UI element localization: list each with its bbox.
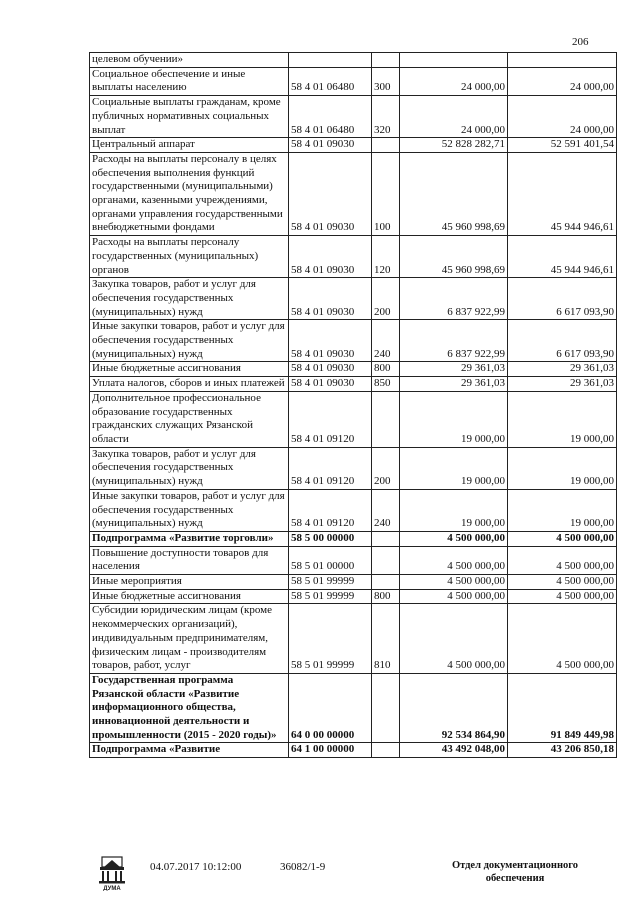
duma-emblem-icon [96, 855, 128, 891]
logo-text: ДУМА [103, 886, 121, 891]
row-sum-2019: 4 500 000,00 [508, 575, 617, 590]
row-sum-2018: 92 534 864,90 [400, 673, 508, 743]
row-sum-2019 [508, 53, 617, 68]
table-row [90, 743, 617, 758]
row-name: Социальные выплаты гражданам, кроме публичных нормативных социальных выплат [90, 96, 289, 138]
row-code: 58 4 01 09030 [289, 152, 372, 235]
row-name: Иные закупки товаров, работ и услуг для обеспечения государственных (муниципальных) нужд [90, 489, 289, 531]
row-name: целевом обучении» [90, 53, 289, 68]
row-sum-2019: 6 617 093,90 [508, 278, 617, 320]
row-sum-2019: 91 849 449,98 [508, 673, 617, 743]
row-expense-type [372, 743, 400, 758]
page-number: 206 [572, 36, 589, 48]
row-sum-2018: 4 500 000,00 [400, 604, 508, 674]
row-sum-2019: 29 361,03 [508, 362, 617, 377]
row-sum-2019: 45 944 946,61 [508, 152, 617, 235]
row-code: 58 5 01 99999 [289, 589, 372, 604]
row-sum-2018: 29 361,03 [400, 362, 508, 377]
row-expense-type: 800 [372, 589, 400, 604]
table-row [90, 362, 617, 377]
row-code: 58 4 01 09030 [289, 236, 372, 278]
row-sum-2019: 43 206 850,18 [508, 743, 617, 758]
row-sum-2018: 19 000,00 [400, 489, 508, 531]
table-row [90, 320, 617, 362]
row-sum-2019: 19 000,00 [508, 489, 617, 531]
row-name: Иные мероприятия [90, 575, 289, 590]
row-code: 58 4 01 09030 [289, 377, 372, 392]
row-sum-2018: 6 837 922,99 [400, 320, 508, 362]
table-row [90, 391, 617, 447]
row-expense-type [372, 138, 400, 153]
row-name: Подпрограмма «Развитие торговли» [90, 531, 289, 546]
row-sum-2018: 45 960 998,69 [400, 236, 508, 278]
table-row [90, 138, 617, 153]
row-code: 58 4 01 09120 [289, 447, 372, 489]
row-name: Расходы на выплаты персоналу государственных (муниципальных) органов [90, 236, 289, 278]
row-sum-2019: 4 500 000,00 [508, 546, 617, 574]
row-sum-2018: 29 361,03 [400, 377, 508, 392]
row-expense-type [372, 673, 400, 743]
row-name: Закупка товаров, работ и услуг для обеспечения государственных (муниципальных) нужд [90, 278, 289, 320]
row-code: 58 5 01 99999 [289, 604, 372, 674]
row-sum-2018: 4 500 000,00 [400, 546, 508, 574]
row-name: Субсидии юридическим лицам (кроме некоммерческих организаций), индивидуальным предпринимателям, физическим лицам - производителям товаров, работ, услуг [90, 604, 289, 674]
row-code: 58 4 01 09030 [289, 362, 372, 377]
row-sum-2019: 4 500 000,00 [508, 589, 617, 604]
row-name: Дополнительное профессиональное образование государственных гражданских служащих Рязанской области [90, 391, 289, 447]
row-sum-2018: 19 000,00 [400, 391, 508, 447]
table-row [90, 447, 617, 489]
row-code: 58 4 01 09120 [289, 489, 372, 531]
table-row [90, 152, 617, 235]
table-row [90, 236, 617, 278]
table-row [90, 278, 617, 320]
footer-date: 04.07.2017 10:12:00 [150, 861, 242, 873]
row-code: 58 4 01 06480 [289, 96, 372, 138]
row-expense-type: 120 [372, 236, 400, 278]
row-expense-type [372, 53, 400, 68]
row-code: 58 4 01 09120 [289, 391, 372, 447]
row-expense-type: 810 [372, 604, 400, 674]
row-name: Иные бюджетные ассигнования [90, 362, 289, 377]
row-name: Социальное обеспечение и иные выплаты населению [90, 67, 289, 95]
row-name: Расходы на выплаты персоналу в целях обеспечения выполнения функций государственными (муниципальными) органами, казенными учреждениями, органами управления государственными внебюджетными фондами [90, 152, 289, 235]
row-sum-2019: 19 000,00 [508, 391, 617, 447]
row-name: Подпрограмма «Развитие [90, 743, 289, 758]
row-expense-type [372, 391, 400, 447]
row-code [289, 53, 372, 68]
row-name: Иные бюджетные ассигнования [90, 589, 289, 604]
row-expense-type [372, 531, 400, 546]
table-row [90, 575, 617, 590]
row-expense-type [372, 575, 400, 590]
footer-doc-number: 36082/1-9 [280, 861, 326, 873]
budget-table [89, 52, 617, 758]
row-expense-type: 300 [372, 67, 400, 95]
row-expense-type: 240 [372, 489, 400, 531]
row-name: Повышение доступности товаров для населения [90, 546, 289, 574]
row-sum-2019: 4 500 000,00 [508, 531, 617, 546]
row-name: Уплата налогов, сборов и иных платежей [90, 377, 289, 392]
row-name: Закупка товаров, работ и услуг для обеспечения государственных (муниципальных) нужд [90, 447, 289, 489]
table-row [90, 377, 617, 392]
row-sum-2019: 6 617 093,90 [508, 320, 617, 362]
table-row [90, 589, 617, 604]
row-sum-2018: 19 000,00 [400, 447, 508, 489]
row-code: 58 5 01 99999 [289, 575, 372, 590]
row-sum-2018: 24 000,00 [400, 96, 508, 138]
table-row [90, 531, 617, 546]
row-sum-2018: 4 500 000,00 [400, 575, 508, 590]
row-sum-2019: 4 500 000,00 [508, 604, 617, 674]
row-code: 58 4 01 09030 [289, 320, 372, 362]
row-code: 64 1 00 00000 [289, 743, 372, 758]
row-sum-2018: 4 500 000,00 [400, 531, 508, 546]
row-sum-2019: 24 000,00 [508, 96, 617, 138]
row-expense-type: 200 [372, 278, 400, 320]
row-expense-type: 200 [372, 447, 400, 489]
table-row [90, 489, 617, 531]
row-code: 58 4 01 09030 [289, 138, 372, 153]
row-name: Государственная программа Рязанской области «Развитие информационного общества, инновационной деятельности и промышленности (2015 - 2020 годы)» [90, 673, 289, 743]
table-row [90, 673, 617, 743]
row-sum-2018: 6 837 922,99 [400, 278, 508, 320]
row-sum-2018: 24 000,00 [400, 67, 508, 95]
row-sum-2018: 43 492 048,00 [400, 743, 508, 758]
table-row [90, 67, 617, 95]
footer [0, 855, 640, 905]
table-row [90, 604, 617, 674]
row-expense-type: 320 [372, 96, 400, 138]
row-sum-2019: 19 000,00 [508, 447, 617, 489]
row-code: 58 4 01 09030 [289, 278, 372, 320]
row-sum-2019: 29 361,03 [508, 377, 617, 392]
row-sum-2018: 45 960 998,69 [400, 152, 508, 235]
row-name: Центральный аппарат [90, 138, 289, 153]
row-code: 64 0 00 00000 [289, 673, 372, 743]
row-code: 58 4 01 06480 [289, 67, 372, 95]
row-expense-type: 850 [372, 377, 400, 392]
row-sum-2019: 45 944 946,61 [508, 236, 617, 278]
footer-department: Отдел документационного обеспечения [451, 860, 579, 884]
row-code: 58 5 01 00000 [289, 546, 372, 574]
table-row [90, 546, 617, 574]
row-sum-2019: 24 000,00 [508, 67, 617, 95]
row-sum-2018: 52 828 282,71 [400, 138, 508, 153]
table-row [90, 53, 617, 68]
row-sum-2018: 4 500 000,00 [400, 589, 508, 604]
row-sum-2018 [400, 53, 508, 68]
row-name: Иные закупки товаров, работ и услуг для обеспечения государственных (муниципальных) нужд [90, 320, 289, 362]
row-expense-type: 100 [372, 152, 400, 235]
table-row [90, 96, 617, 138]
row-sum-2019: 52 591 401,54 [508, 138, 617, 153]
row-expense-type: 240 [372, 320, 400, 362]
row-expense-type: 800 [372, 362, 400, 377]
row-code: 58 5 00 00000 [289, 531, 372, 546]
row-expense-type [372, 546, 400, 574]
